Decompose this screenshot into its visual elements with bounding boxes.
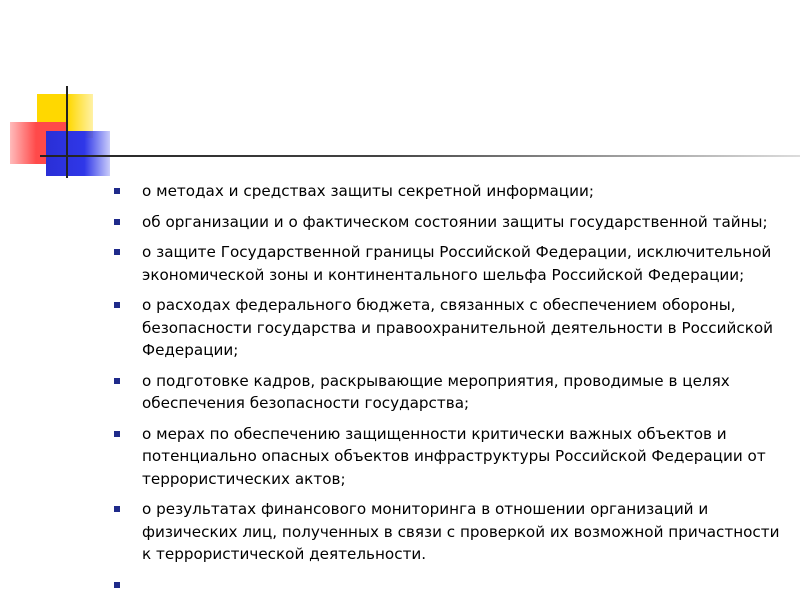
list-item-text: о результатах финансового мониторинга в отношении организаций и физических лиц, полученных в связи с проверкой их возможной причастности к террористической деятельности. <box>142 500 780 563</box>
bullet-square-icon <box>114 302 120 308</box>
bullet-list <box>110 180 780 566</box>
bullet-square-icon <box>114 582 120 588</box>
vertical-rule <box>66 86 68 178</box>
bullet-square-icon <box>114 249 120 255</box>
bullet-square-icon <box>114 219 120 225</box>
list-item <box>110 241 780 286</box>
list-item-text: о расходах федерального бюджета, связанных с обеспечением обороны, безопасности государства и правоохранительной деятельности в Российской Федерации; <box>142 296 774 359</box>
list-item-text: об организации и о фактическом состоянии защиты государственной тайны; <box>142 212 768 231</box>
bullet-content <box>110 180 780 574</box>
bullet-square-icon <box>114 378 120 384</box>
list-item-text: о защите Государственной границы Российской Федерации, исключительной экономической зоны и континентального шельфа Российской Федерации; <box>142 243 772 284</box>
bullet-square-icon <box>114 506 120 512</box>
list-item <box>110 423 780 491</box>
list-item <box>110 370 780 415</box>
list-item <box>110 498 780 566</box>
blue-square <box>46 131 110 176</box>
decorative-logo <box>0 0 800 200</box>
list-item-text: о подготовке кадров, раскрывающие мероприятия, проводимые в целях обеспечения безопасности государства; <box>142 371 730 412</box>
horizontal-rule <box>40 155 800 157</box>
list-item <box>110 211 780 234</box>
bullet-square-icon <box>114 188 120 194</box>
list-item <box>110 180 780 203</box>
list-item-text: о мерах по обеспечению защищенности критически важных объектов и потенциально опасных объектов инфраструктуры Российской Федерации от террористических актов; <box>142 424 766 488</box>
list-item-text: о методах и средствах защиты секретной информации; <box>142 182 595 200</box>
bullet-square-icon <box>114 431 120 437</box>
list-item <box>110 294 780 362</box>
